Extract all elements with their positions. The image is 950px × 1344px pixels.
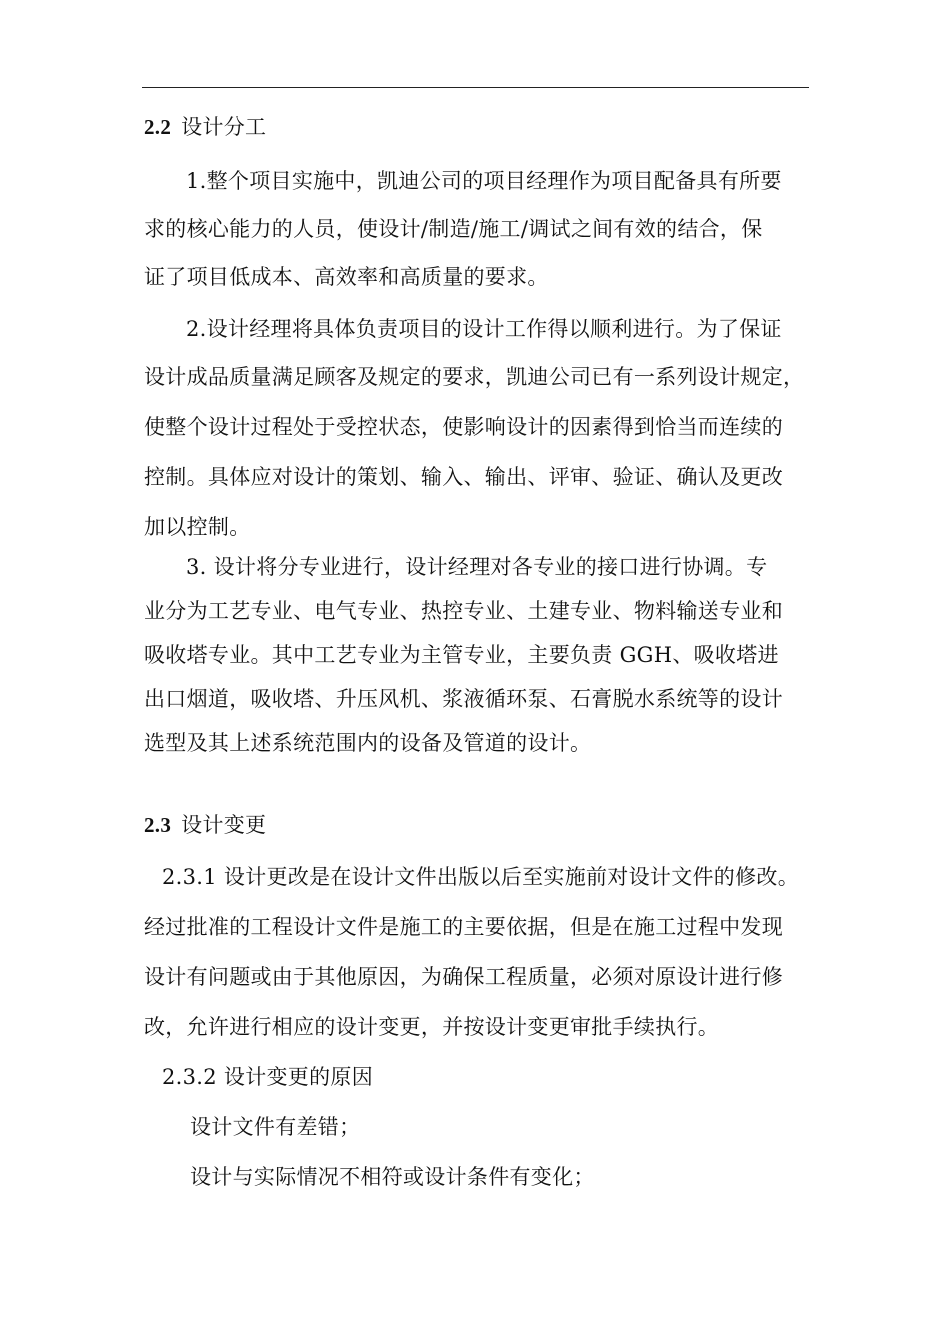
paragraph-line: 控制。具体应对设计的策划、输入、输出、评审、验证、确认及更改 xyxy=(144,465,783,489)
section-number: 2.3 xyxy=(144,813,172,837)
header-rule xyxy=(142,87,809,88)
paragraph-line: 3. 设计将分专业进行，设计经理对各专业的接口进行协调。专 xyxy=(186,555,768,579)
paragraph-line: 求的核心能力的人员，使设计/制造/施工/调试之间有效的结合，保 xyxy=(144,217,763,241)
paragraph-line: 业分为工艺专业、电气专业、热控专业、土建专业、物料输送专业和 xyxy=(144,599,783,623)
section-number: 2.2 xyxy=(144,115,172,139)
paragraph-line: 出口烟道，吸收塔、升压风机、浆液循环泵、石膏脱水系统等的设计 xyxy=(144,687,783,711)
paragraph-line: 设计成品质量满足顾客及规定的要求，凯迪公司已有一系列设计规定， xyxy=(144,365,805,389)
paragraph-line: 加以控制。 xyxy=(144,515,251,539)
paragraph-line: 2.3.1 设计更改是在设计文件出版以后至实施前对设计文件的修改。 xyxy=(162,865,800,889)
paragraph-line: 证了项目低成本、高效率和高质量的要求。 xyxy=(144,265,549,289)
section-heading-2-3 xyxy=(144,812,266,838)
paragraph-line: 2.设计经理将具体负责项目的设计工作得以顺利进行。为了保证 xyxy=(186,317,782,341)
paragraph-line: 经过批准的工程设计文件是施工的主要依据，但是在施工过程中发现 xyxy=(144,915,783,939)
paragraph-line: 改，允许进行相应的设计变更，并按设计变更审批手续执行。 xyxy=(144,1015,720,1039)
paragraph-line: 吸收塔专业。其中工艺专业为主管专业，主要负责 GGH、吸收塔进 xyxy=(144,643,779,667)
paragraph-line: 设计有问题或由于其他原因，为确保工程质量，必须对原设计进行修 xyxy=(144,965,783,989)
paragraph-line: 1.整个项目实施中，凯迪公司的项目经理作为项目配备具有所要 xyxy=(186,169,782,193)
subsection-heading: 2.3.2 设计变更的原因 xyxy=(162,1065,374,1089)
list-item: 设计与实际情况不相符或设计条件有变化； xyxy=(190,1165,595,1189)
paragraph-line: 选型及其上述系统范围内的设备及管道的设计。 xyxy=(144,731,592,755)
section-title: 设计分工 xyxy=(181,115,267,139)
list-item: 设计文件有差错； xyxy=(190,1115,361,1139)
paragraph-line: 使整个设计过程处于受控状态，使影响设计的因素得到恰当而连续的 xyxy=(144,415,783,439)
section-title: 设计变更 xyxy=(181,813,267,837)
section-heading-2-2 xyxy=(144,114,266,140)
